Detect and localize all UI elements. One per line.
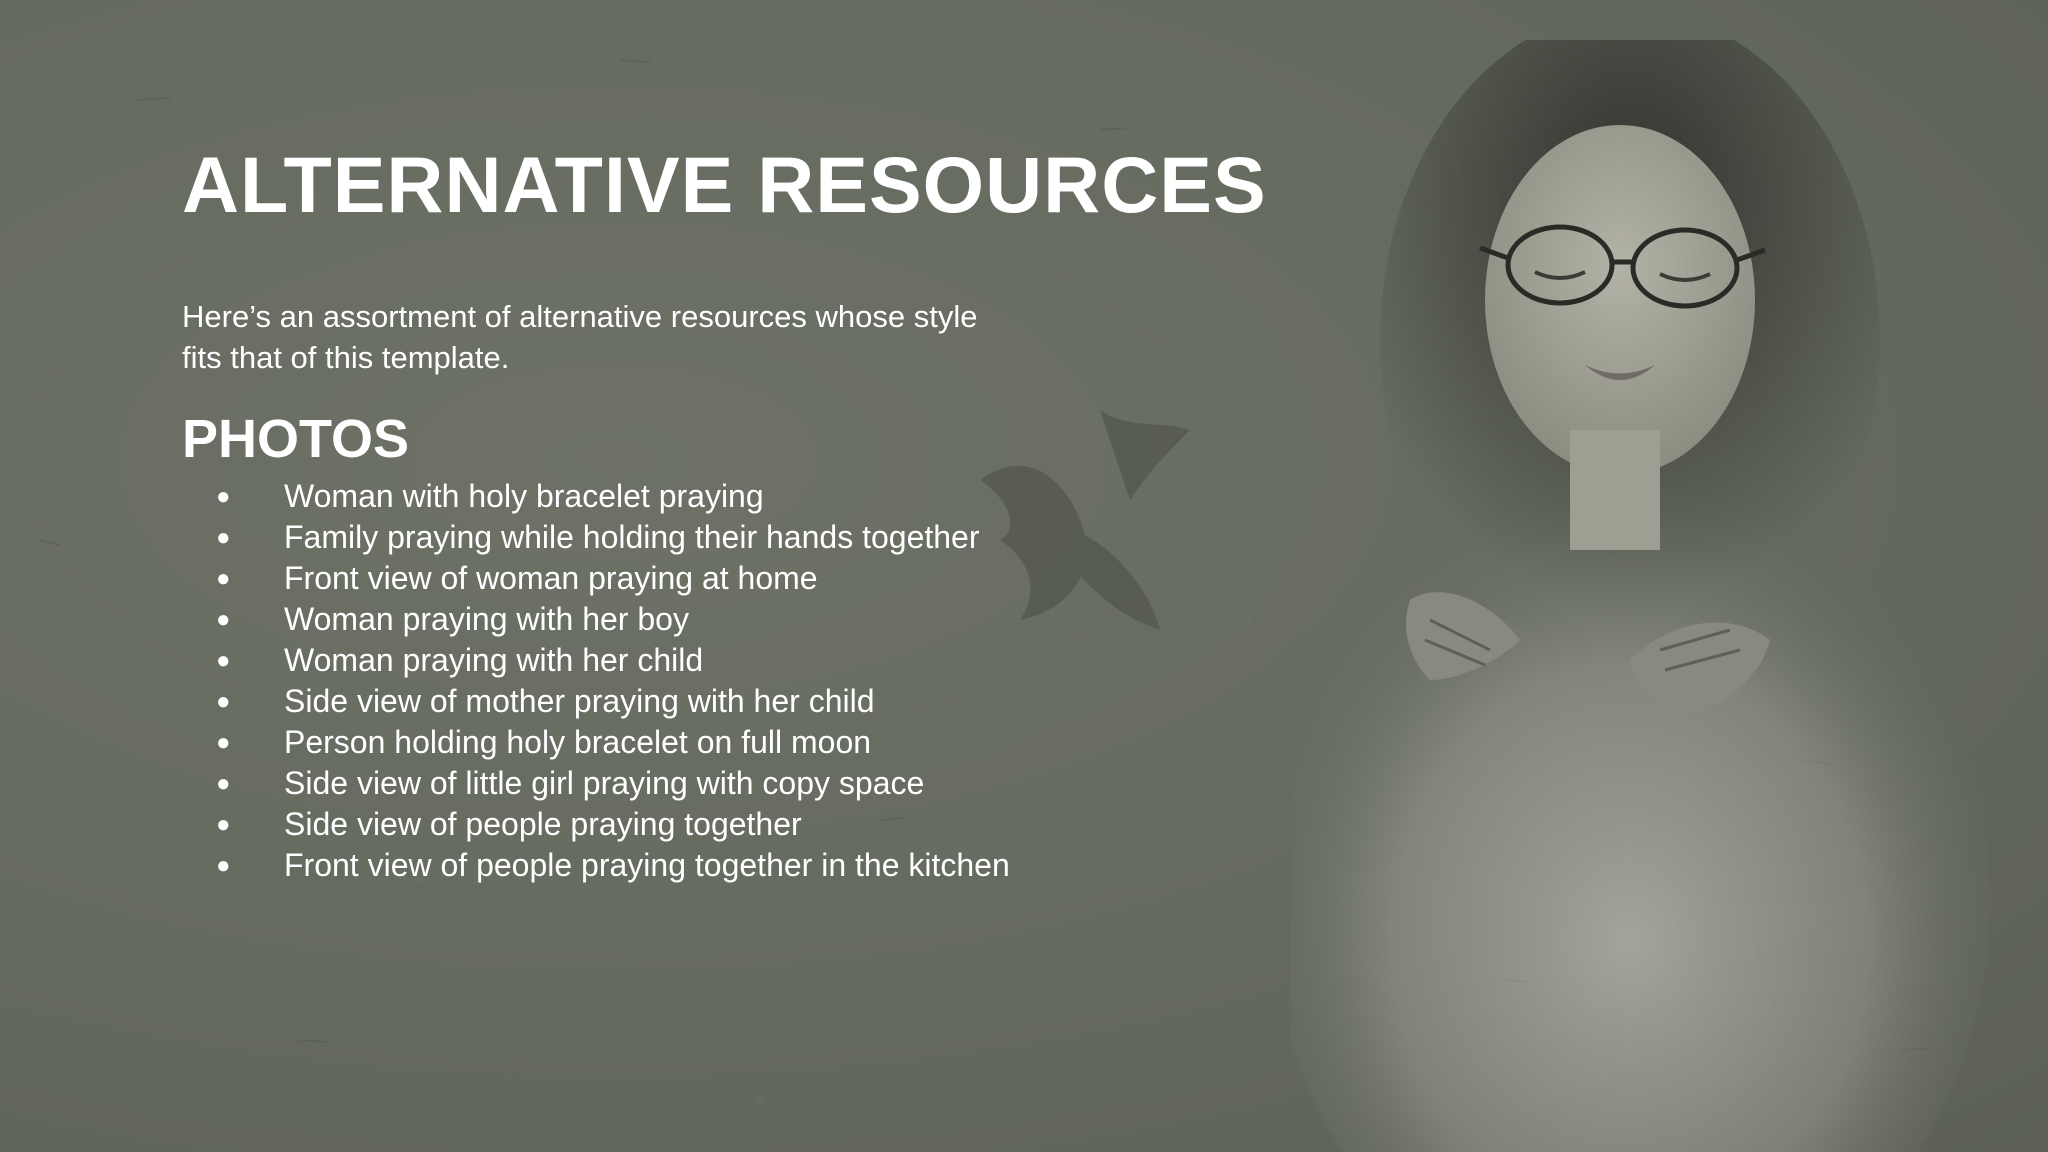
list-item[interactable]	[182, 517, 1012, 558]
list-item[interactable]	[182, 640, 1012, 681]
slide-title: ALTERNATIVE RESOURCES	[182, 140, 1267, 229]
list-item[interactable]	[182, 722, 1012, 763]
woman-praying-photo-icon	[1290, 40, 2030, 1152]
bullet-icon: ●	[216, 606, 231, 633]
list-item-label: Front view of people praying together in the kitchen	[284, 847, 1010, 883]
list-item-label: Front view of woman praying at home	[284, 560, 818, 596]
list-item[interactable]	[182, 845, 1012, 886]
list-item[interactable]	[182, 681, 1012, 722]
list-item-label: Side view of little girl praying with copy space	[284, 765, 925, 801]
list-item-label: Woman praying with her boy	[284, 601, 689, 637]
bullet-icon: ●	[216, 483, 231, 510]
list-item-label: Woman with holy bracelet praying	[284, 478, 764, 514]
bullet-icon: ●	[216, 852, 231, 879]
intro-text: Here’s an assortment of alternative resources whose style fits that of this template.	[182, 299, 978, 375]
bullet-icon: ●	[216, 688, 231, 715]
list-item[interactable]	[182, 599, 1012, 640]
list-item[interactable]	[182, 804, 1012, 845]
bullet-icon: ●	[216, 524, 231, 551]
photo-resource-list	[182, 476, 1012, 886]
bullet-icon: ●	[216, 565, 231, 592]
list-item-label: Woman praying with her child	[284, 642, 704, 678]
bullet-icon: ●	[216, 647, 231, 674]
list-item-label: Family praying while holding their hands together	[284, 519, 980, 555]
list-item-label: Side view of mother praying with her child	[284, 683, 875, 719]
list-item[interactable]	[182, 763, 1012, 804]
bullet-icon: ●	[216, 729, 231, 756]
list-item[interactable]	[182, 476, 1012, 517]
bullet-icon: ●	[216, 811, 231, 838]
section-heading-photos: PHOTOS	[182, 409, 410, 469]
list-item-label: Person holding holy bracelet on full moon	[284, 724, 872, 760]
list-item[interactable]	[182, 558, 1012, 599]
list-item-label: Side view of people praying together	[284, 806, 802, 842]
bullet-icon: ●	[216, 770, 231, 797]
